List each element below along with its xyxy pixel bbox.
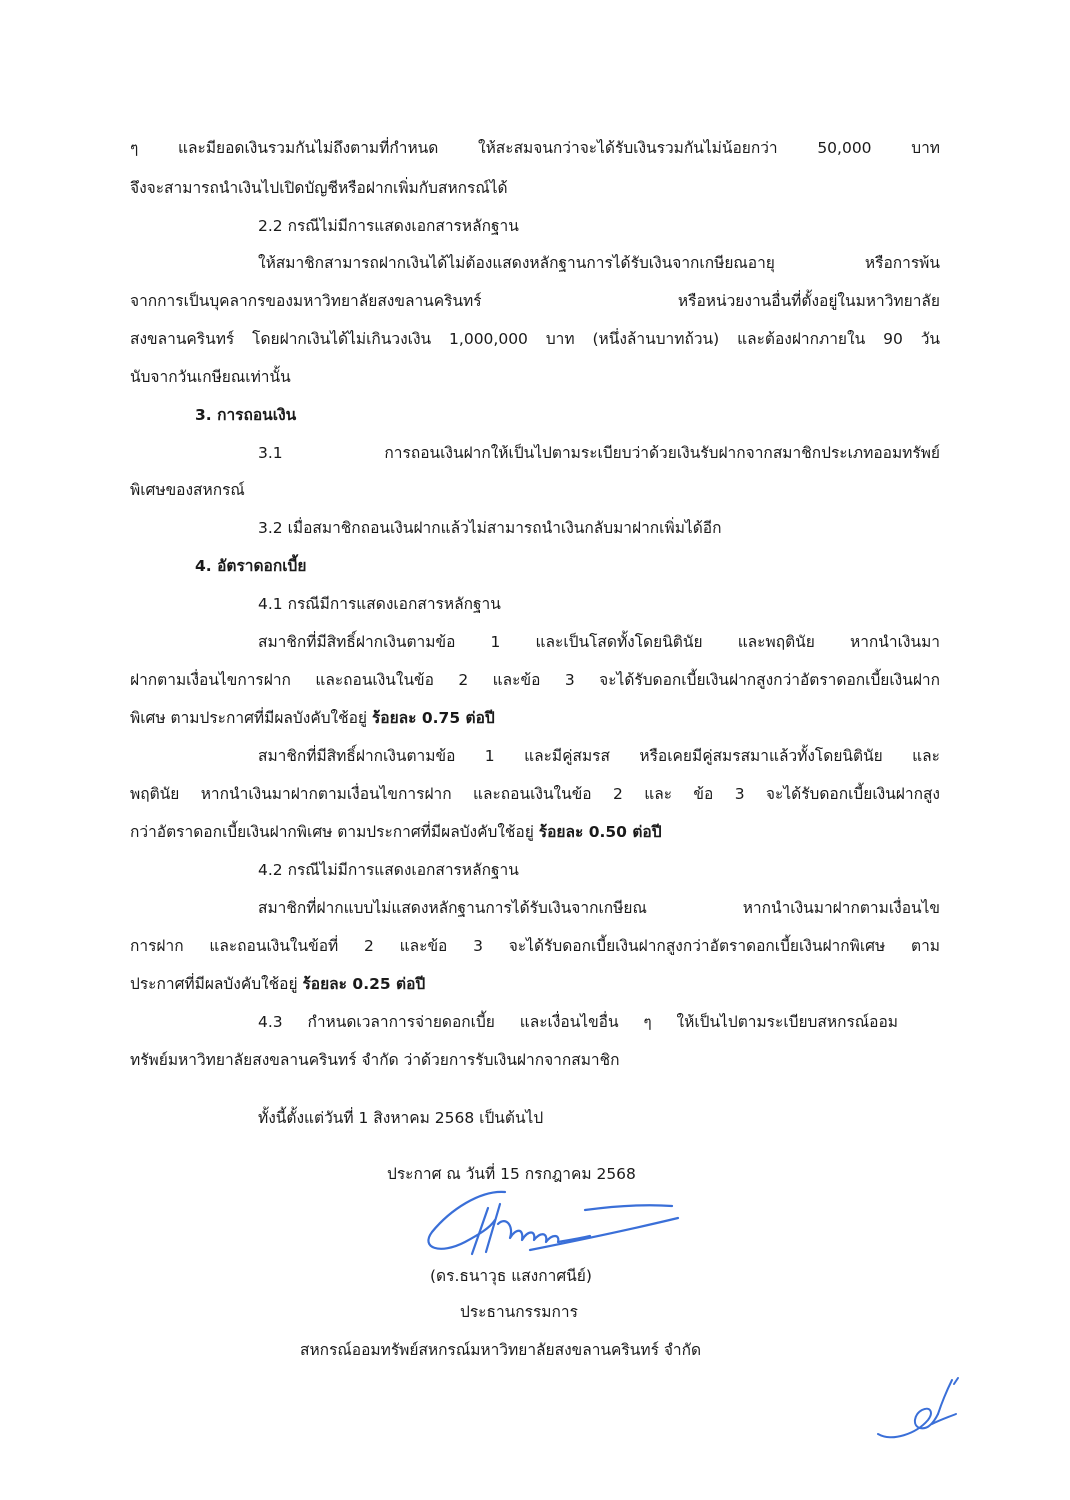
effective-date: ทั้งนี้ตั้งแต่วันที่ 1 สิงหาคม 2568 เป็นต้นไป <box>258 1109 544 1127</box>
para-2-1-line-2: จึงจะสามารถนำเงินไปเปิดบัญชีหรือฝากเพิ่มกับสหกรณ์ได้ <box>130 179 508 197</box>
rate-0-75: ร้อยละ 0.75 ต่อปี <box>371 709 495 727</box>
para-4-1b-line-3 <box>130 821 662 843</box>
para-2-2-line-1: ให้สมาชิกสามารถฝากเงินได้ไม่ต้องแสดงหลักฐานการได้รับเงินจากเกษียณอายุ หรือการพ้น <box>258 254 940 272</box>
heading-4-interest-rate: 4. อัตราดอกเบี้ย <box>195 557 307 575</box>
para-4-1b-line-2: พฤตินัย หากนำเงินมาฝากตามเงื่อนไขการฝาก และถอนเงินในข้อ 2 และ ข้อ 3 จะได้รับดอกเบี้ยเงินฝากสูง <box>130 785 940 803</box>
para-3-1-line-2: พิเศษของสหกรณ์ <box>130 481 245 499</box>
subheading-2-2: 2.2 กรณีไม่มีการแสดงเอกสารหลักฐาน <box>258 217 519 235</box>
para-3-2: 3.2 เมื่อสมาชิกถอนเงินฝากแล้วไม่สามารถนำเงินกลับมาฝากเพิ่มได้อีก <box>258 519 722 537</box>
announce-date: ประกาศ ณ วันที่ 15 กรกฎาคม 2568 <box>387 1165 636 1183</box>
para-4-2-line-1: สมาชิกที่ฝากแบบไม่แสดงหลักฐานการได้รับเงินจากเกษียณ หากนำเงินมาฝากตามเงื่อนไข <box>258 899 940 917</box>
signer-title: ประธานกรรมการ <box>460 1303 578 1321</box>
para-4-3-line-2: ทรัพย์มหาวิทยาลัยสงขลานครินทร์ จำกัด ว่าด้วยการรับเงินฝากจากสมาชิก <box>130 1051 620 1069</box>
para-2-1-line-1: ๆ และมียอดเงินรวมกันไม่ถึงตามที่กำหนด ให้สะสมจนกว่าจะได้รับเงินรวมกันไม่น้อยกว่า 50,000 บาท <box>130 139 940 157</box>
heading-3-withdrawal: 3. การถอนเงิน <box>195 406 297 424</box>
signature-image <box>410 1180 710 1270</box>
para-4-2-line-3 <box>130 973 425 995</box>
para-3-1-line-1: 3.1 การถอนเงินฝากให้เป็นไปตามระเบียบว่าด้วยเงินรับฝากจากสมาชิกประเภทออมทรัพย์ <box>258 444 940 462</box>
initials-mark <box>872 1372 962 1452</box>
para-4-3-line-1: 4.3 กำหนดเวลาการจ่ายดอกเบี้ย และเงื่อนไขอื่น ๆ ให้เป็นไปตามระเบียบสหกรณ์ออม <box>258 1013 898 1031</box>
para-2-2-line-3: สงขลานครินทร์ โดยฝากเงินได้ไม่เกินวงเงิน 1,000,000 บาท (หนึ่งล้านบาทถ้วน) และต้องฝากภายใน 90 วัน <box>130 330 940 348</box>
para-4-1a-line-1: สมาชิกที่มีสิทธิ์ฝากเงินตามข้อ 1 และเป็นโสดทั้งโดยนิตินัย และพฤตินัย หากนำเงินมา <box>258 633 940 651</box>
para-4-1b-line-3-text: กว่าอัตราดอกเบี้ยเงินฝากพิเศษ ตามประกาศที่มีผลบังคับใช้อยู่ <box>130 823 534 841</box>
rate-0-25: ร้อยละ 0.25 ต่อปี <box>302 975 426 993</box>
organization-name: สหกรณ์ออมทรัพย์สหกรณ์มหาวิทยาลัยสงขลานครินทร์ จำกัด <box>300 1341 702 1359</box>
subheading-4-1: 4.1 กรณีมีการแสดงเอกสารหลักฐาน <box>258 595 501 613</box>
para-4-1b-line-1: สมาชิกที่มีสิทธิ์ฝากเงินตามข้อ 1 และมีคู่สมรส หรือเคยมีคู่สมรสมาแล้วทั้งโดยนิตินัย และ <box>258 747 940 765</box>
para-4-1a-line-3-text: พิเศษ ตามประกาศที่มีผลบังคับใช้อยู่ <box>130 709 368 727</box>
para-4-2-line-2: การฝาก และถอนเงินในข้อที่ 2 และข้อ 3 จะได้รับดอกเบี้ยเงินฝากสูงกว่าอัตราดอกเบี้ยเงินฝากพิเศษ ตาม <box>130 937 940 955</box>
para-2-2-line-4: นับจากวันเกษียณเท่านั้น <box>130 368 291 386</box>
signer-name: (ดร.ธนาวุธ แสงกาศนีย์) <box>430 1267 592 1285</box>
subheading-4-2: 4.2 กรณีไม่มีการแสดงเอกสารหลักฐาน <box>258 861 519 879</box>
para-2-2-line-2: จากการเป็นบุคลากรของมหาวิทยาลัยสงขลานครินทร์ หรือหน่วยงานอื่นที่ตั้งอยู่ในมหาวิทยาลัย <box>130 292 940 310</box>
para-4-1a-line-3 <box>130 707 495 729</box>
para-4-1a-line-2: ฝากตามเงื่อนไขการฝาก และถอนเงินในข้อ 2 และข้อ 3 จะได้รับดอกเบี้ยเงินฝากสูงกว่าอัตราดอกเบี้ยเงินฝาก <box>130 671 940 689</box>
para-4-2-line-3-text: ประกาศที่มีผลบังคับใช้อยู่ <box>130 975 298 993</box>
rate-0-50: ร้อยละ 0.50 ต่อปี <box>538 823 662 841</box>
